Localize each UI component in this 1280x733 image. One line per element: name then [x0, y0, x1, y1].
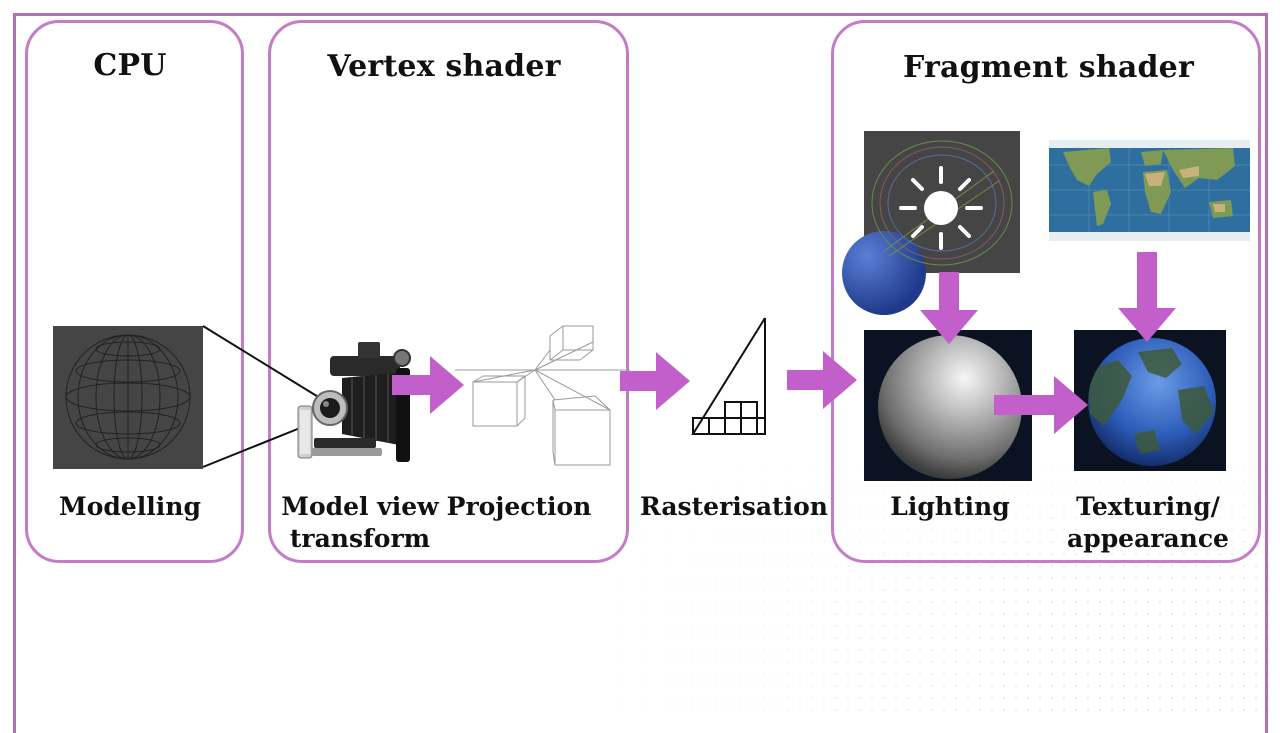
cpu-panel [25, 20, 244, 563]
arrow-icon [920, 272, 978, 344]
lighting-label: Lighting [890, 492, 1010, 521]
arrow-icon [994, 376, 1090, 434]
arrow-icon [392, 356, 466, 414]
arrow-icon [787, 351, 859, 409]
model-view-label-line2: transform [289, 524, 431, 553]
cpu-title: CPU [93, 48, 167, 83]
rasterisation-label: Rasterisation [640, 492, 828, 521]
vertex-shader-title: Vertex shader [327, 49, 561, 84]
fragment-shader-title: Fragment shader [903, 50, 1194, 85]
perspective-boxes-icon [455, 322, 630, 467]
texturing-label [1062, 491, 1234, 555]
world-map-icon [1049, 140, 1250, 241]
modelling-label: Modelling [59, 492, 201, 521]
wireframe-sphere-icon [53, 326, 203, 469]
arrow-icon [1118, 252, 1176, 342]
textured-globe-icon [1074, 330, 1226, 471]
raster-triangle-icon [688, 316, 773, 441]
sun-icon [864, 131, 1020, 273]
texturing-label-line2: appearance [1067, 524, 1229, 553]
vertex-shader-panel [268, 20, 629, 563]
model-view-label-line1: Model view [281, 492, 439, 521]
projection-label: Projection [446, 492, 592, 521]
texturing-label-line1: Texturing/ [1076, 492, 1220, 521]
model-view-label [276, 491, 444, 555]
arrow-icon [620, 352, 692, 410]
